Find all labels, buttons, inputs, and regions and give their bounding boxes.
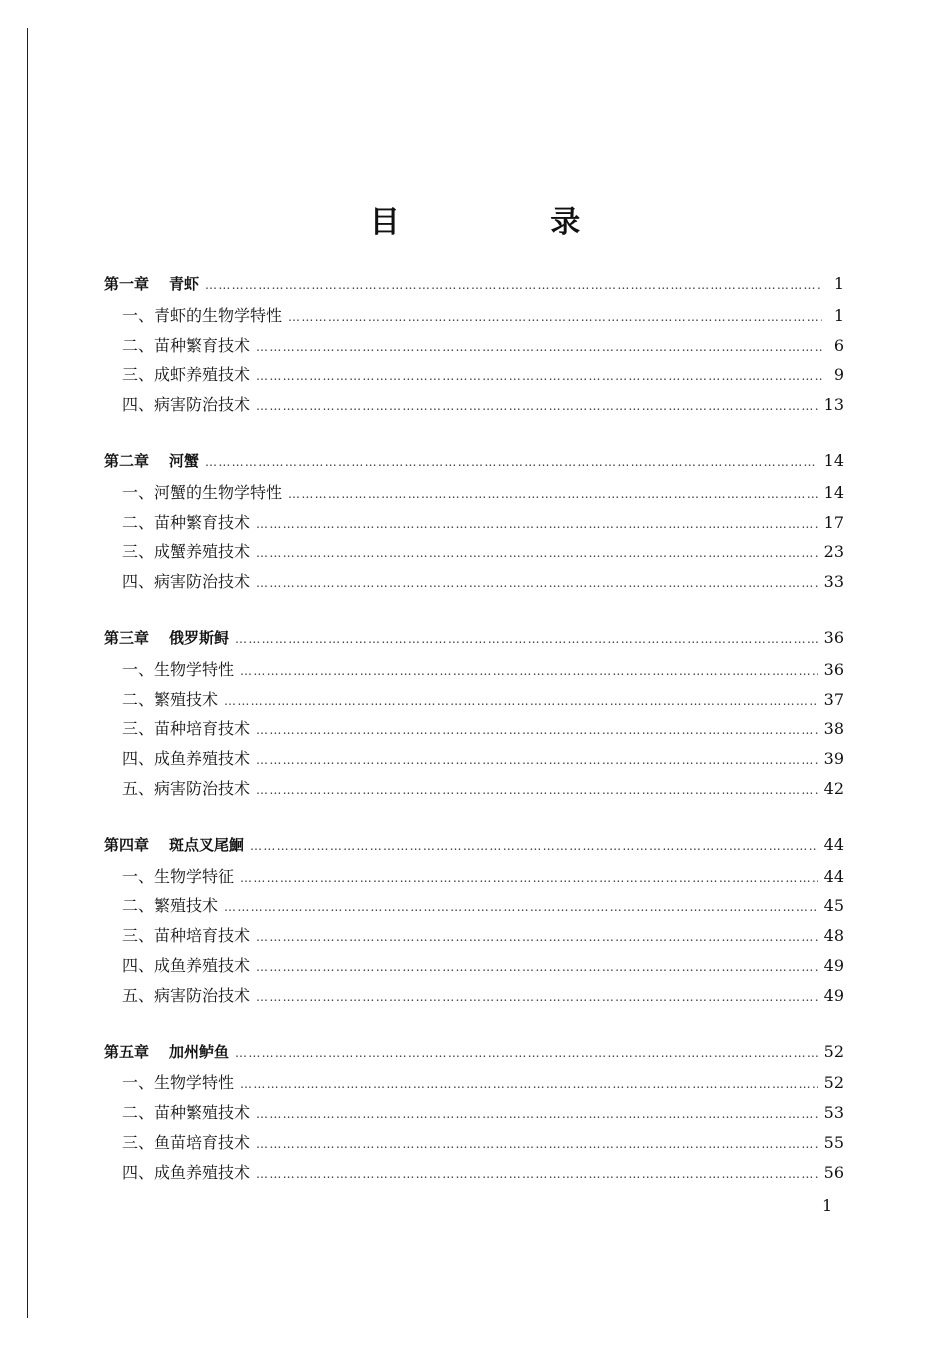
toc-section-label: 三、成蟹养殖技术 [122,542,251,562]
toc-chapter-entry[interactable] [104,834,844,864]
toc-page-number: 52 [823,1041,844,1061]
dot-leader [256,721,818,739]
toc-chapter [104,450,844,599]
toc-page-number: 53 [823,1103,844,1123]
toc-page-number: 13 [823,395,844,415]
toc-section-label: 三、鱼苗培育技术 [122,1132,251,1152]
dot-leader [235,1044,818,1062]
toc-section-entry[interactable] [104,716,844,746]
toc-page-number: 45 [823,896,844,916]
toc-page-number: 48 [823,926,844,946]
toc-section-entry[interactable] [104,746,844,776]
chapter-number: 第三章 [104,628,150,647]
toc-chapter [104,273,844,422]
toc-section-label: 一、生物学特性 [122,659,235,679]
chapter-name: 加州鲈鱼 [169,1042,230,1061]
toc-section-entry[interactable] [104,953,844,983]
toc-section-label: 四、病害防治技术 [122,572,251,592]
toc-section-label: 二、繁殖技术 [122,689,219,709]
dot-leader [288,308,822,326]
toc-chapter-label [104,1041,235,1062]
toc-chapter-entry[interactable] [104,1041,844,1071]
dot-leader [256,781,818,799]
chapter-name: 斑点叉尾鮰 [169,835,245,854]
chapter-number: 第五章 [104,1042,150,1061]
toc-section-label: 二、苗种繁育技术 [122,335,251,355]
toc-chapter-label [104,450,205,471]
toc-page-number: 1 [833,274,844,293]
toc-section-label: 一、生物学特性 [122,1073,235,1093]
toc-chapter-entry[interactable] [104,450,844,480]
dot-leader [256,988,818,1006]
toc-section-label: 二、繁殖技术 [122,896,219,916]
toc-section-entry[interactable] [104,1130,844,1160]
toc-page-number: 36 [823,627,844,647]
toc-page-number: 42 [823,778,844,798]
dot-leader [250,837,818,855]
toc-page-number: 9 [833,365,844,385]
dot-leader [240,1075,818,1093]
toc-section-label: 四、成鱼养殖技术 [122,955,251,975]
toc-section-label: 四、成鱼养殖技术 [122,1162,251,1182]
dot-leader [205,276,822,294]
dot-leader [256,928,818,946]
toc-section-entry[interactable] [104,657,844,687]
dot-leader [256,1105,818,1123]
toc-section-entry[interactable] [104,539,844,569]
dot-leader [256,958,818,976]
chapter-name: 青虾 [169,275,200,293]
toc-chapter-entry[interactable] [104,627,844,657]
toc-page-number: 44 [823,834,844,854]
toc-page-number: 38 [823,719,844,739]
dot-leader [256,515,818,533]
dot-leader [256,751,818,769]
toc-section-label: 五、病害防治技术 [122,778,251,798]
toc-section-label: 三、苗种培育技术 [122,926,251,946]
toc-section-label: 五、病害防治技术 [122,985,251,1005]
toc-section-label: 三、成虾养殖技术 [122,365,251,385]
toc-section-entry[interactable] [104,303,844,333]
toc-page-number: 49 [823,955,844,975]
toc-section-label: 二、苗种繁殖技术 [122,1103,251,1123]
dot-leader [240,662,818,680]
toc-section-entry[interactable] [104,1070,844,1100]
toc-section-entry[interactable] [104,983,844,1013]
dot-leader [240,869,818,887]
toc-section-label: 一、河蟹的生物学特性 [122,482,283,502]
toc-page-number: 33 [823,572,844,592]
dot-leader [224,692,818,710]
dot-leader [288,485,818,503]
toc-chapter [104,834,844,1013]
chapter-number: 第一章 [104,275,150,293]
toc-section-label: 一、青虾的生物学特性 [122,305,283,325]
toc-chapter-entry[interactable] [104,273,844,303]
toc-section-entry[interactable] [104,1100,844,1130]
dot-leader [256,338,822,356]
dot-leader [224,898,818,916]
toc-chapter-label [104,273,205,294]
toc-page-number: 14 [823,482,844,502]
toc-page-number: 23 [823,542,844,562]
toc-section-label: 一、生物学特征 [122,866,235,886]
toc-page-number: 56 [823,1162,844,1182]
toc-section-label: 三、苗种培育技术 [122,719,251,739]
dot-leader [256,397,818,415]
toc-page-number: 36 [823,659,844,679]
toc-section-entry[interactable] [104,923,844,953]
toc-section-entry[interactable] [104,392,844,422]
table-of-contents [104,273,844,1218]
page-number: 1 [822,1196,833,1215]
toc-section-label: 二、苗种繁育技术 [122,512,251,532]
toc-section-entry[interactable] [104,893,844,923]
dot-leader [256,574,818,592]
toc-section-label: 四、病害防治技术 [122,395,251,415]
toc-chapter-label [104,834,250,855]
toc-page-number: 55 [823,1132,844,1152]
toc-section-entry[interactable] [104,569,844,599]
dot-leader [256,1165,818,1183]
toc-section-entry[interactable] [104,480,844,510]
toc-chapter [104,1041,844,1190]
toc-chapter [104,627,844,806]
dot-leader [205,453,818,471]
toc-page-number: 6 [833,335,844,355]
toc-section-entry[interactable] [104,1160,844,1190]
chapter-name: 俄罗斯鲟 [169,628,230,647]
dot-leader [256,544,818,562]
dot-leader [256,1135,818,1153]
dot-leader [235,630,818,648]
toc-section-label: 四、成鱼养殖技术 [122,749,251,769]
toc-page-number: 49 [823,985,844,1005]
toc-chapter-label [104,627,235,648]
page-title: 目 录 [369,205,651,240]
toc-section-entry[interactable] [104,776,844,806]
toc-page-number: 44 [823,866,844,886]
chapter-number: 第二章 [104,451,150,470]
toc-page-number: 17 [823,512,844,532]
toc-section-entry[interactable] [104,687,844,717]
toc-page-number: 37 [823,689,844,709]
chapter-number: 第四章 [104,835,150,854]
toc-section-entry[interactable] [104,362,844,392]
toc-section-entry[interactable] [104,510,844,540]
toc-page-number: 39 [823,749,844,769]
toc-page-number: 52 [823,1073,844,1093]
dot-leader [256,367,822,385]
chapter-name: 河蟹 [169,451,200,470]
toc-section-entry[interactable] [104,333,844,363]
toc-page-number: 1 [833,305,844,325]
toc-section-entry[interactable] [104,864,844,894]
toc-page-number: 14 [823,450,844,470]
